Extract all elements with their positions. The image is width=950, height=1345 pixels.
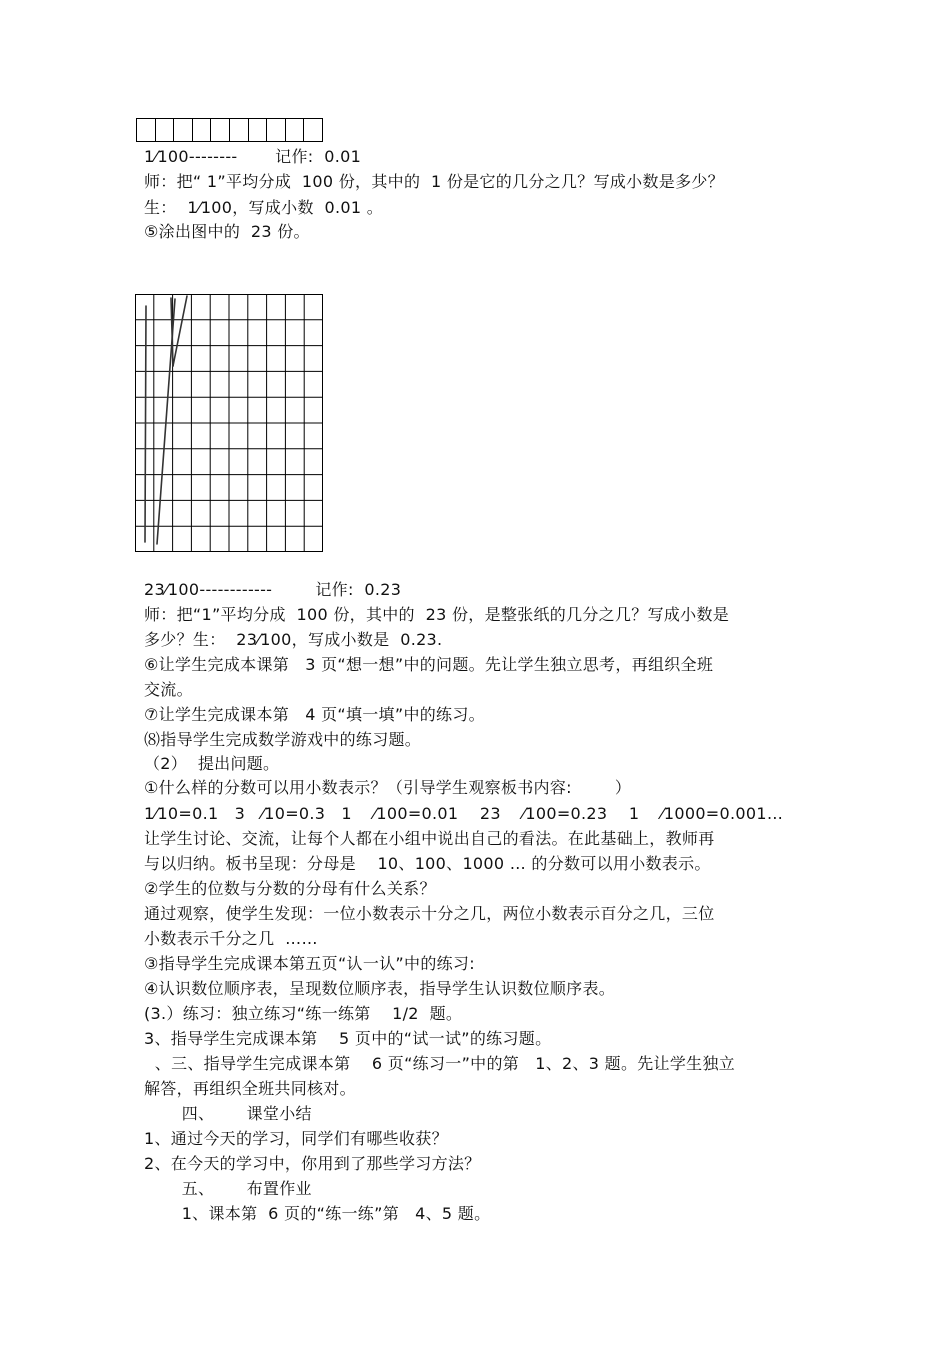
strip-cell (137, 119, 156, 141)
strip-cell (174, 119, 193, 141)
text-line: ⑦让学生完成课本第 4 页“填一填”中的练习。 (144, 705, 485, 724)
strip-cell (249, 119, 268, 141)
text-line: 多少？生： 23⁄100，写成小数是 0.23. (144, 630, 443, 649)
text-line: 生： 1⁄100，写成小数 0.01 。 (144, 198, 384, 217)
text-line: ④认识数位顺序表，呈现数位顺序表，指导学生认识数位顺序表。 (144, 979, 616, 998)
hundred-grid (135, 294, 323, 552)
text-line: 、三、指导学生完成课本第 6 页“练习一”中的第 1、2、3 题。先让学生独立 (144, 1054, 736, 1073)
text-line: 2、在今天的学习中，你用到了那些学习方法？ (144, 1154, 481, 1173)
strip-cell (304, 119, 322, 141)
text-line: ③指导学生完成课本第五页“认一认”中的练习: (144, 954, 475, 973)
text-line: 师：把“1”平均分成 100 份，其中的 23 份，是整张纸的几分之几？写成小数是 (144, 605, 730, 624)
text-line: 1⁄10=0.1 3 ⁄10=0.3 1 ⁄100=0.01 23 ⁄100=0.23 1 ⁄1000=0.001… (144, 804, 784, 823)
text-line: ②学生的位数与分数的分母有什么关系？ (144, 879, 436, 898)
strip-cell (286, 119, 305, 141)
strip-cell (193, 119, 212, 141)
text-line: 通过观察，使学生发现：一位小数表示十分之几，两位小数表示百分之几，三位 (144, 904, 715, 923)
strip-cell (267, 119, 286, 141)
text-line: 解答，再组织全班共同核对。 (144, 1079, 356, 1098)
text-line: ①什么样的分数可以用小数表示？（引导学生观察板书内容: ） (144, 778, 632, 797)
section-heading: 五、 布置作业 (144, 1179, 312, 1198)
text-line: 3、指导学生完成课本第 5 页中的“试一试”的练习题。 (144, 1029, 552, 1048)
text-line: ⑥让学生完成本课第 3 页“想一想”中的问题。先让学生独立思考，再组织全班 (144, 655, 714, 674)
text-line: 小数表示千分之几 …… (144, 929, 318, 948)
strip-cell (156, 119, 175, 141)
text-line: 23⁄100------------ 记作: 0.23 (144, 580, 402, 599)
shading-stroke (145, 306, 146, 542)
section-heading: 四、 课堂小结 (144, 1104, 312, 1123)
text-line: ⑤涂出图中的 23 份。 (144, 222, 310, 241)
text-line: 师：把“ 1”平均分成 100 份，其中的 1 份是它的几分之几？写成小数是多少？ (144, 172, 724, 191)
text-line: 1、课本第 6 页的“练一练”第 4、5 题。 (144, 1204, 491, 1223)
text-line: 交流。 (144, 680, 193, 699)
text-line: 1、通过今天的学习，同学们有哪些收获？ (144, 1129, 448, 1148)
text-line: 让学生讨论、交流，让每个人都在小组中说出自己的看法。在此基础上，教师再 (144, 829, 715, 848)
text-line: 1⁄100-------- 记作: 0.01 (144, 147, 362, 166)
strip-cell (230, 119, 249, 141)
text-line: 与以归纳。板书呈现：分母是 10、100、1000 … 的分数可以用小数表示。 (144, 854, 711, 873)
text-line: （2） 提出问题。 (144, 754, 280, 773)
text-line: ⑻指导学生完成数学游戏中的练习题。 (144, 730, 422, 749)
strip-cell (211, 119, 230, 141)
tenths-strip (136, 118, 323, 142)
text-line: (3.）练习：独立练习“练一练第 1/2 题。 (144, 1004, 463, 1023)
